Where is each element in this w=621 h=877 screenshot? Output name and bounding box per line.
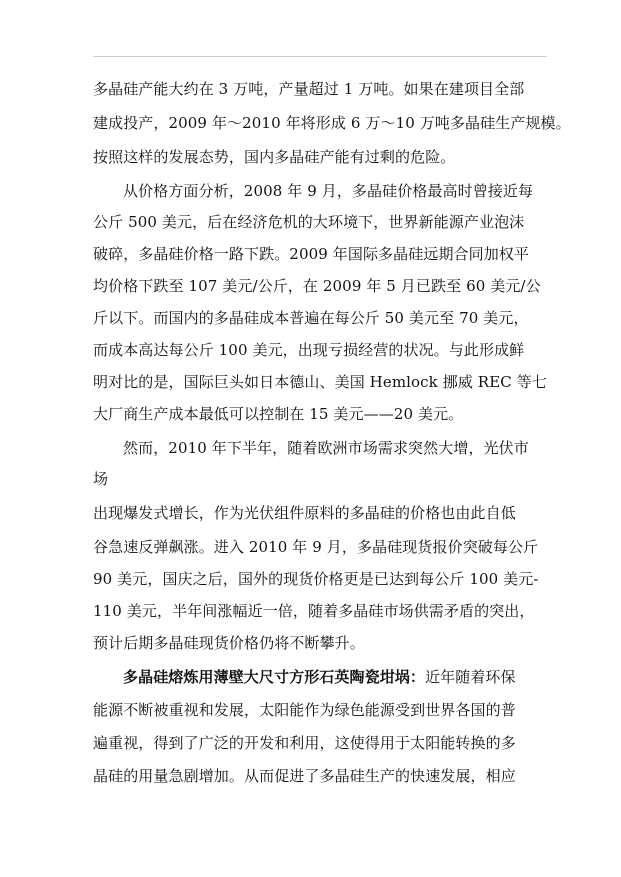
paragraph-line: 破碎，多晶硅价格一路下跌。2009 年国际多晶硅远期合同加权平 (93, 245, 530, 263)
section-heading-continuation: 近年随着环保 (425, 668, 516, 686)
paragraph-line: 110 美元，半年间涨幅近一倍，随着多晶硅市场供需矛盾的突出， (93, 602, 535, 620)
paragraph-line: 出现爆发式增长，作为光伏组件原料的多晶硅的价格也由此自低 (93, 504, 516, 522)
header-rule (93, 56, 547, 57)
section-heading: 多晶硅熔炼用薄壁大尺寸方形石英陶瓷坩埚： (123, 668, 426, 686)
paragraph-line: 能源不断被重视和发展，太阳能作为绿色能源受到世界各国的普 (93, 701, 516, 719)
paragraph-line: 大厂商生产成本最低可以控制在 15 美元——20 美元。 (93, 405, 464, 423)
paragraph-line: 预计后期多晶硅现货价格仍将不断攀升。 (93, 634, 365, 652)
paragraph-line: 谷急速反弹飙涨。进入 2010 年 9 月，多晶硅现货报价突破每公斤 (93, 538, 539, 556)
paragraph-line: 晶硅的用量急剧增加。从而促进了多晶硅生产的快速发展，相应 (93, 767, 516, 785)
paragraph-line: 均价格下跌至 107 美元/公斤，在 2009 年 5 月已跌至 60 美元/公 (93, 277, 541, 295)
paragraph-line: 场 (93, 470, 109, 488)
paragraph-line: 遍重视，得到了广泛的开发和利用，这使得用于太阳能转换的多 (93, 734, 516, 752)
paragraph-line: 公斤 500 美元，后在经济危机的大环境下，世界新能源产业泡沫 (93, 213, 525, 231)
paragraph-line: 明对比的是，国际巨头如日本德山、美国 Hemlock 挪威 REC 等七 (93, 373, 547, 391)
paragraph-line: 斤以下。而国内的多晶硅成本普遍在每公斤 50 美元至 70 美元， (93, 309, 529, 327)
paragraph-line: 从价格方面分析，2008 年 9 月，多晶硅价格最高时曾接近每 (123, 182, 534, 200)
section-heading-line (123, 667, 516, 687)
paragraph-line: 建成投产，2009 年～2010 年将形成 6 万～10 万吨多晶硅生产规模。 (93, 114, 571, 132)
paragraph-line: 按照这样的发展态势，国内多晶硅产能有过剩的危险。 (93, 148, 456, 166)
paragraph-line: 多晶硅产能大约在 3 万吨，产量超过 1 万吨。如果在建项目全部 (93, 80, 525, 98)
paragraph-line: 然而，2010 年下半年，随着欧洲市场需求突然大增，光伏市 (123, 439, 529, 457)
paragraph-line: 90 美元，国庆之后，国外的现货价格更是已达到每公斤 100 美元- (93, 570, 539, 588)
paragraph-line: 而成本高达每公斤 100 美元，出现亏损经营的状况。与此形成鲜 (93, 341, 525, 359)
